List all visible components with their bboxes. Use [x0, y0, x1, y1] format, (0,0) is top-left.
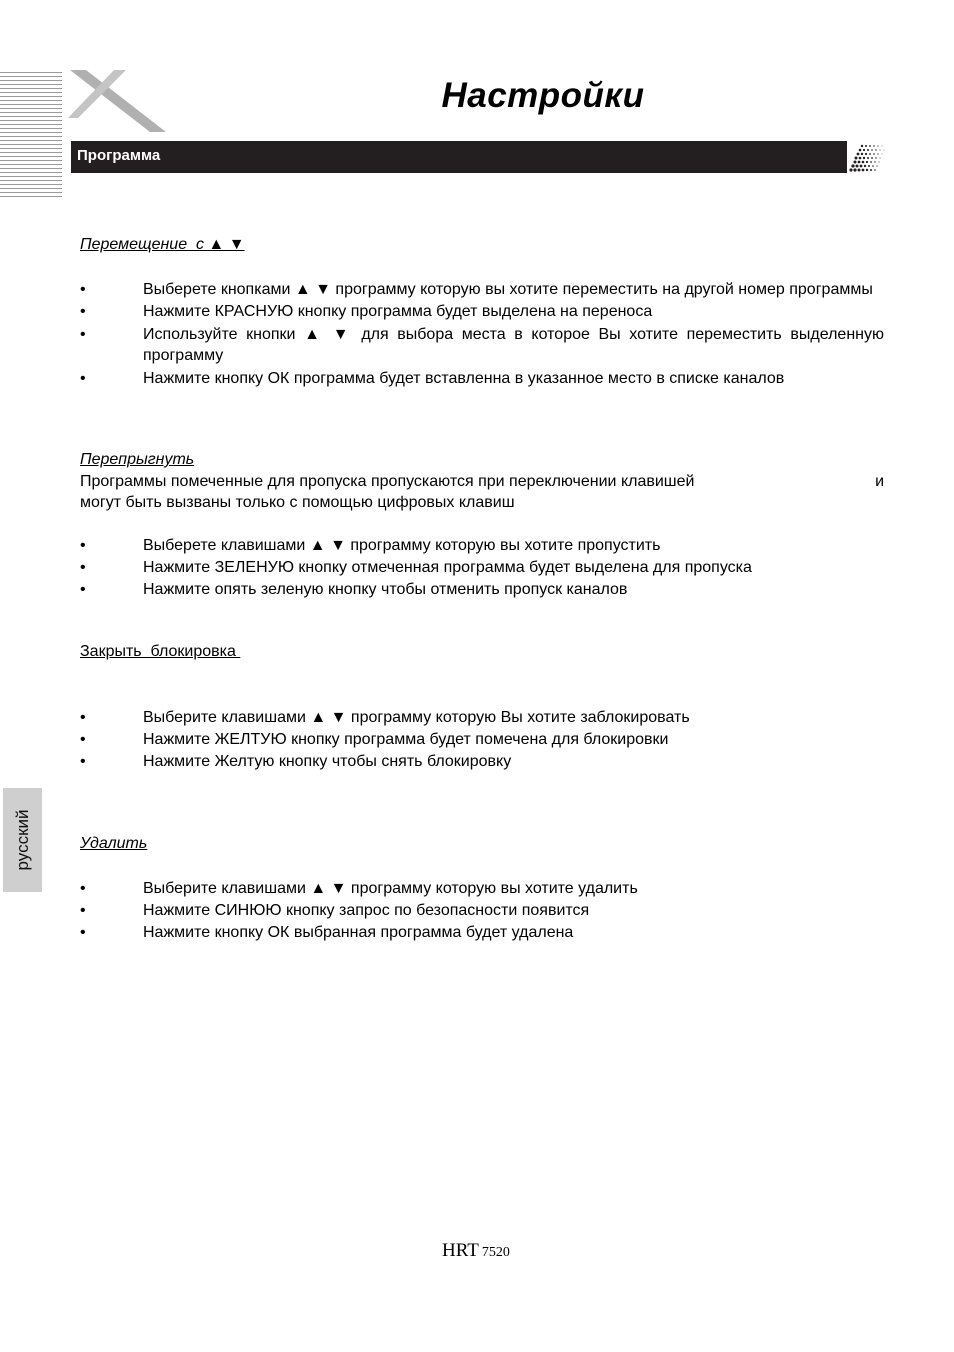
list-item: • Выберете клавишами ▲ ▼ программу которую вы хотите пропустить — [80, 535, 884, 556]
halftone-dots-icon — [847, 141, 887, 173]
skip-paragraph-line2: могут быть вызваны только с помощью цифровых клавиш — [80, 494, 515, 511]
footer-model — [442, 1240, 510, 1262]
list-item: • Нажмите кнопку ОК программа будет вставленна в указанное место в списке каналов — [80, 368, 884, 389]
list-item: • Нажмите ЗЕЛЕНУЮ кнопку отмеченная программа будет выделена для пропуска — [80, 557, 884, 578]
section-label: Программа — [77, 147, 161, 164]
skip-heading: Перепрыгнуть — [80, 451, 195, 468]
skip-paragraph — [80, 471, 884, 513]
list-item: • Нажмите Желтую кнопку чтобы снять блокировку — [80, 751, 884, 772]
language-label: русский — [12, 809, 32, 871]
list-item: • Выберите клавишами ▲ ▼ программу которую Вы хотите заблокировать — [80, 707, 884, 728]
page-title: Настройки — [441, 76, 645, 115]
delete-heading: Удалить — [80, 835, 148, 852]
delete-list — [80, 878, 884, 943]
footer-number: 7520 — [481, 1245, 510, 1260]
lock-list — [80, 707, 884, 772]
list-item: • Нажмите опять зеленую кнопку чтобы отменить пропуск каналов — [80, 579, 884, 600]
list-item: • Нажмите кнопку ОК выбранная программа будет удалена — [80, 922, 884, 943]
footer-brand: HRT — [442, 1240, 479, 1261]
language-tab — [3, 788, 42, 892]
skip-paragraph-tail: и — [875, 473, 884, 490]
move-list — [80, 279, 884, 389]
list-item: • Нажмите СИНЮЮ кнопку запрос по безопасности появится — [80, 900, 884, 921]
list-item: • Нажмите ЖЕЛТУЮ кнопку программа будет помечена для блокировки — [80, 729, 884, 750]
skip-paragraph-line1: Программы помеченные для пропуска пропускаются при переключении клавишей — [80, 473, 695, 490]
skip-list — [80, 535, 884, 600]
list-item: • Выберете кнопками ▲ ▼ программу которую вы хотите переместить на другой номер программы — [80, 279, 884, 300]
list-item: • Нажмите КРАСНУЮ кнопку программа будет выделена на переноса — [80, 301, 884, 322]
section-bar — [71, 141, 887, 173]
list-item: • Выберите клавишами ▲ ▼ программу которую вы хотите удалить — [80, 878, 884, 899]
move-heading: Перемещение с ▲ ▼ — [80, 236, 245, 253]
list-item: • Используйте кнопки ▲ ▼ для выбора места в которое Вы хотите переместить выделенную программу — [80, 324, 884, 366]
lock-heading: Закрыть блокировка — [80, 643, 241, 660]
